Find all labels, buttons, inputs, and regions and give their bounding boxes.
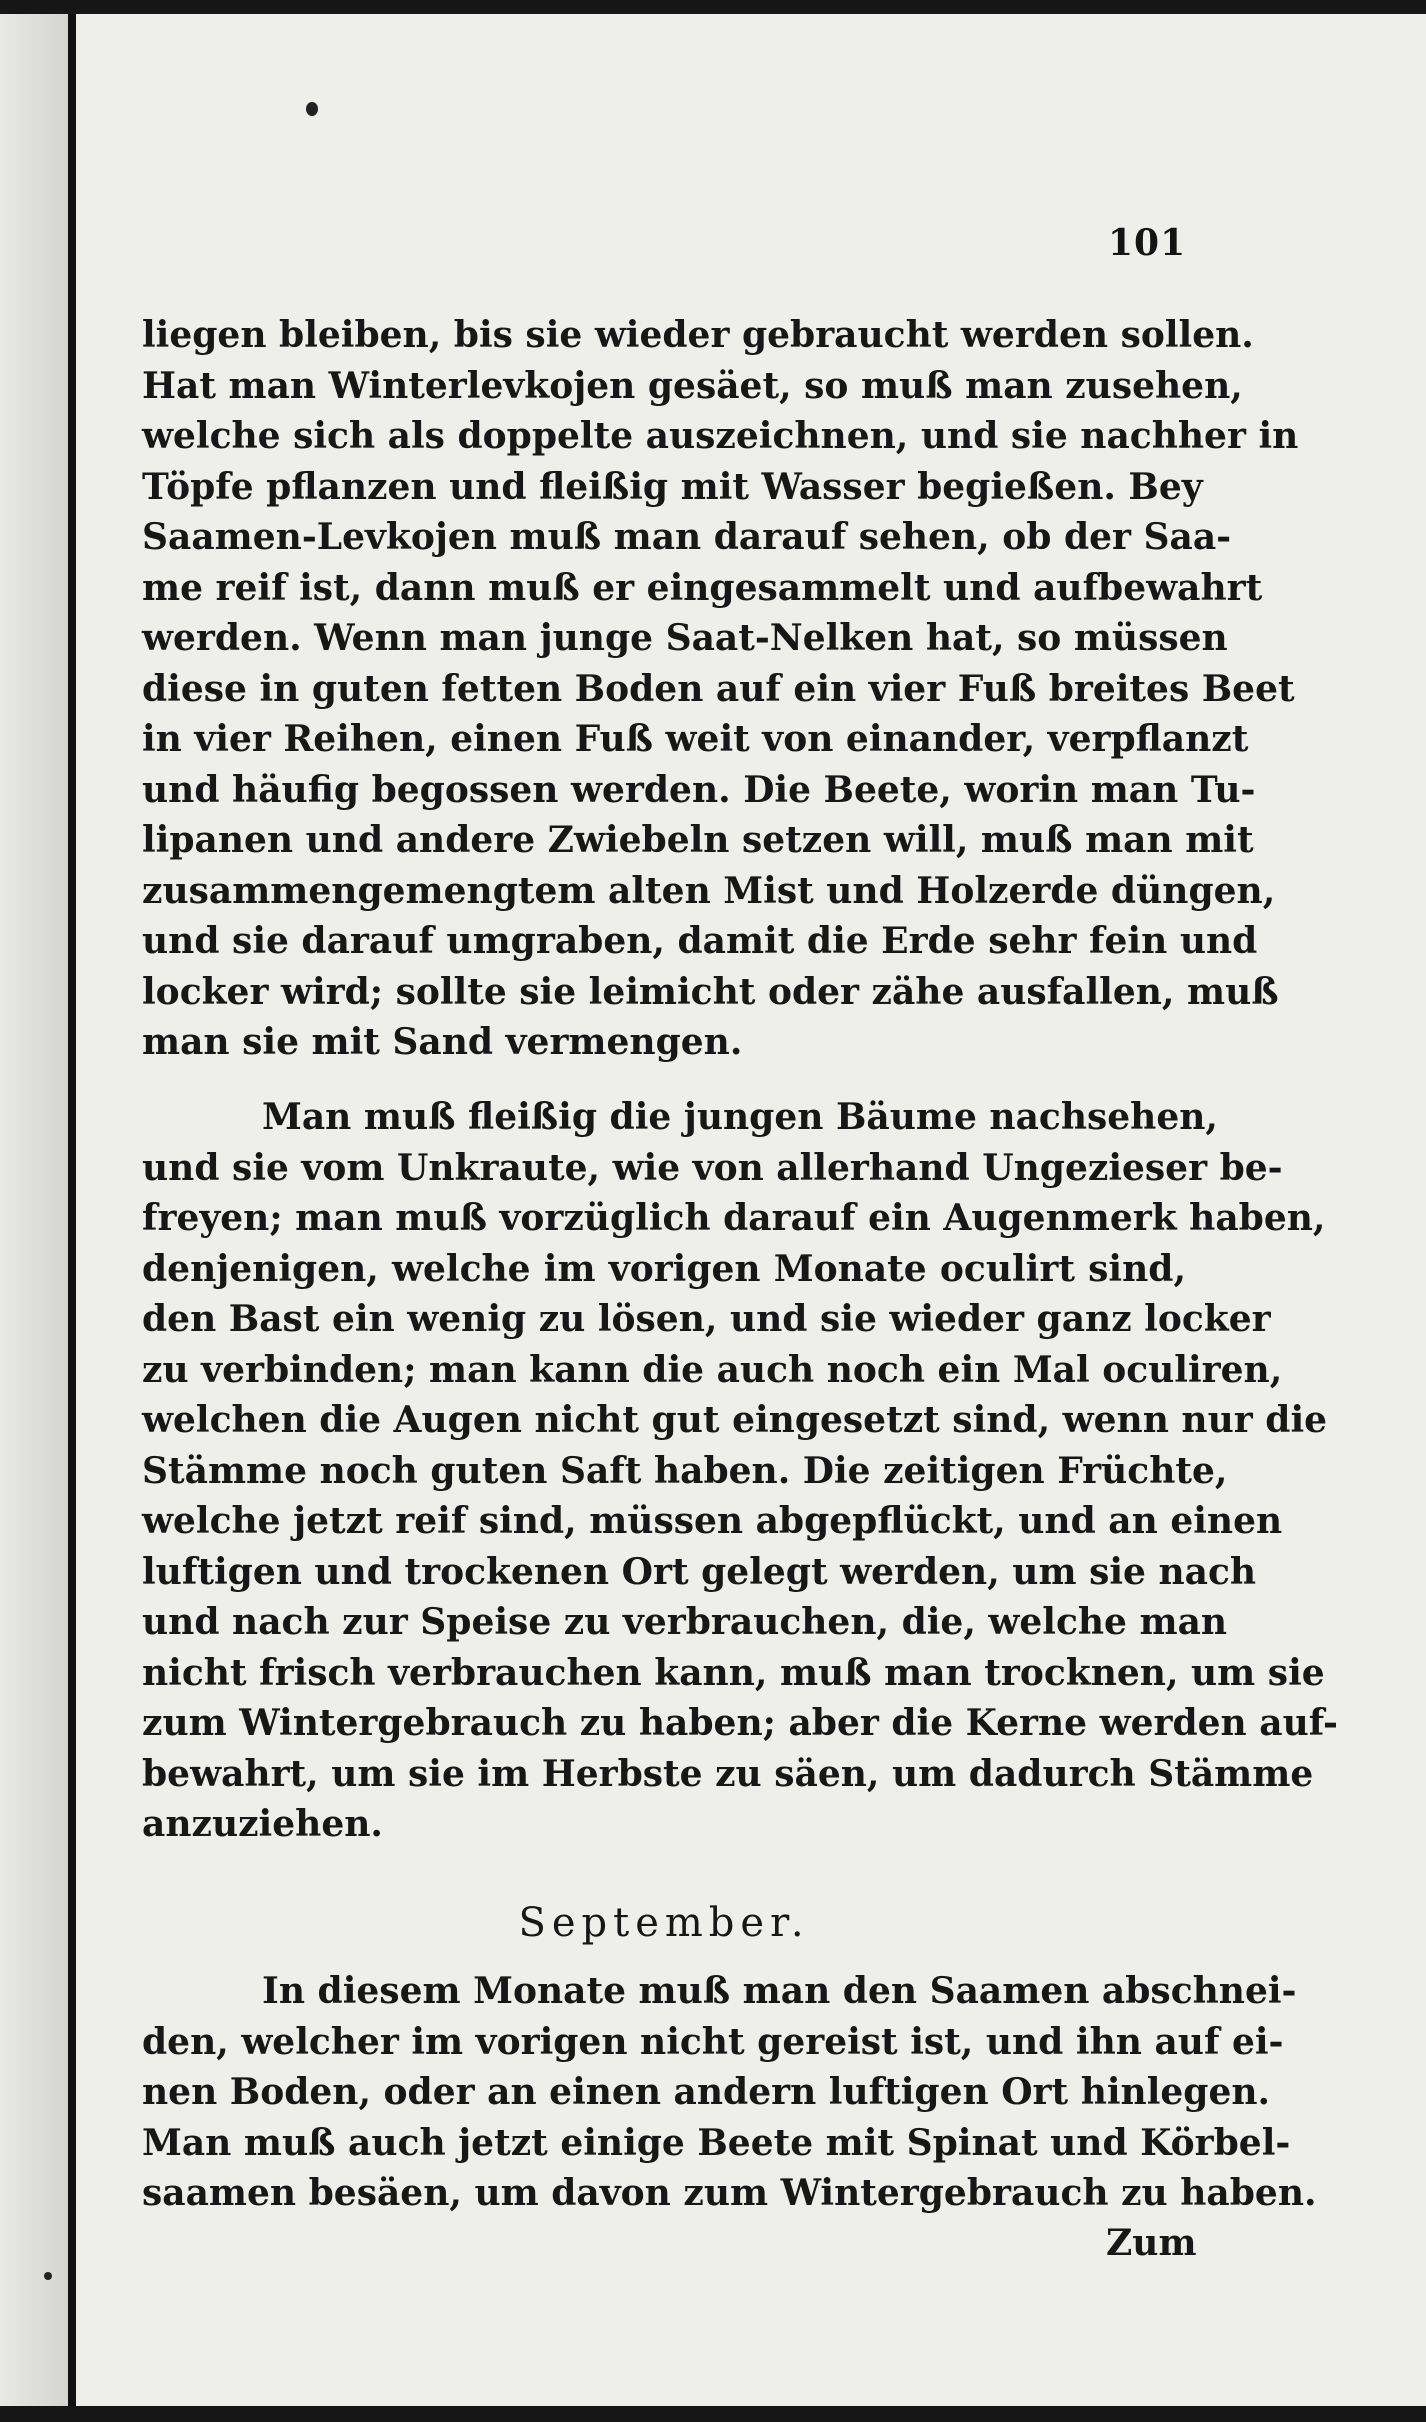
- text-line: welchen die Augen nicht gut eingesetzt sind, wenn nur die: [142, 1399, 1328, 1441]
- text-line: nen Boden, oder an einen andern luftigen Ort hinlegen.: [142, 2071, 1271, 2113]
- text-line: diese in guten fetten Boden auf ein vier Fuß breites Beet: [142, 667, 1295, 710]
- text-line: und nach zur Speise zu verbrauchen, die, welche man: [142, 1601, 1228, 1643]
- text-line: werden. Wenn man junge Saat-Nelken hat, so müssen: [142, 617, 1228, 659]
- text-line: Man muß fleißig die jungen Bäume nachsehen,: [262, 1096, 1218, 1138]
- catchword: Zum: [1106, 2222, 1197, 2264]
- section-paragraph: [142, 1966, 1317, 2219]
- paragraph-1: [142, 310, 1299, 1068]
- page-margin-shadow: [0, 0, 70, 2422]
- page-number: 101: [1108, 222, 1187, 264]
- text-line: locker wird; sollte sie leimicht oder zähe ausfallen, muß: [142, 970, 1279, 1013]
- text-line: denjenigen, welche im vorigen Monate oculirt sind,: [142, 1247, 1186, 1290]
- scan-border-bottom: [0, 2406, 1426, 2422]
- binding-edge: [68, 0, 76, 2422]
- text-line: den Bast ein wenig zu lösen, und sie wieder ganz locker: [142, 1298, 1271, 1340]
- scan-border-top: [0, 0, 1426, 14]
- text-line: luftigen und trockenen Ort gelegt werden, um sie nach: [142, 1550, 1257, 1593]
- text-line: Stämme noch guten Saft haben. Die zeitigen Früchte,: [142, 1449, 1228, 1492]
- text-line: und sie vom Unkraute, wie von allerhand Ungezieser be-: [142, 1146, 1283, 1189]
- text-line: Töpfe pflanzen und fleißig mit Wasser begießen. Bey: [142, 465, 1203, 508]
- text-line: und sie darauf umgraben, damit die Erde sehr fein und: [142, 920, 1258, 962]
- text-line: in vier Reihen, einen Fuß weit von einander, verpflanzt: [142, 718, 1249, 760]
- text-line: und häufig begossen werden. Die Beete, worin man Tu-: [142, 768, 1256, 811]
- text-line: welche jetzt reif sind, müssen abgepflückt, und an einen: [142, 1500, 1283, 1542]
- text-line: bewahrt, um sie im Herbste zu säen, um dadurch Stämme: [142, 1752, 1314, 1795]
- paragraph-2: [142, 1092, 1338, 1850]
- section-heading: September.: [518, 1900, 810, 1946]
- text-line: nicht frisch verbrauchen kann, muß man trocknen, um sie: [142, 1651, 1325, 1694]
- text-line: freyen; man muß vorzüglich darauf ein Augenmerk haben,: [142, 1197, 1326, 1239]
- text-line: zu verbinden; man kann die auch noch ein Mal oculiren,: [142, 1348, 1283, 1391]
- text-line: Hat man Winterlevkojen gesäet, so muß man zusehen,: [142, 364, 1243, 407]
- text-line: welche sich als doppelte auszeichnen, und sie nachher in: [142, 415, 1299, 457]
- text-line: In diesem Monate muß man den Saamen abschnei-: [262, 1970, 1297, 2012]
- text-line: man sie mit Sand vermengen.: [142, 1021, 743, 1063]
- text-line: Man muß auch jetzt einige Beete mit Spinat und Körbel-: [142, 2121, 1291, 2164]
- text-line: me reif ist, dann muß er eingesammelt und aufbewahrt: [142, 566, 1263, 609]
- text-line: den, welcher im vorigen nicht gereist ist, und ihn auf ei-: [142, 2020, 1284, 2063]
- text-line: lipanen und andere Zwiebeln setzen will, muß man mit: [142, 819, 1254, 861]
- text-line: liegen bleiben, bis sie wieder gebraucht werden sollen.: [142, 314, 1254, 356]
- text-line: anzuziehen.: [142, 1803, 383, 1845]
- ink-speck: [44, 2272, 52, 2280]
- text-line: saamen besäen, um davon zum Wintergebrauch zu haben.: [142, 2172, 1317, 2214]
- text-line: zusammengemengtem alten Mist und Holzerde düngen,: [142, 869, 1276, 912]
- text-line: Saamen-Levkojen muß man darauf sehen, ob der Saa-: [142, 516, 1232, 558]
- text-line: zum Wintergebrauch zu haben; aber die Kerne werden auf-: [142, 1702, 1338, 1744]
- ink-speck: [306, 102, 318, 116]
